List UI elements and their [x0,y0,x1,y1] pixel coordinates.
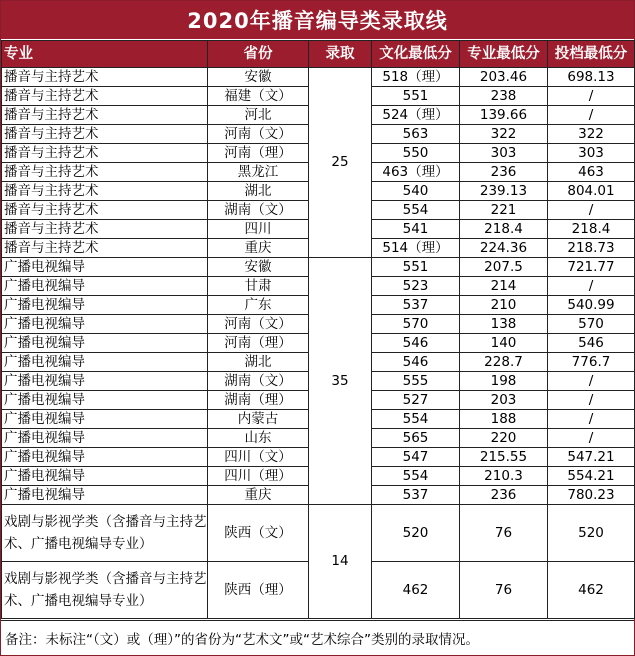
cell-province: 河南（文） [208,125,309,144]
cell-province: 陕西（理） [208,562,309,619]
cell-cast-min: / [548,372,635,391]
cell-culture-min: 520 [372,505,460,562]
cell-province: 四川（文） [208,448,309,467]
cell-cast-min: 721.77 [548,258,635,277]
cell-culture-min: 555 [372,372,460,391]
cell-prof-min: 215.55 [460,448,548,467]
header-province: 省份 [208,41,309,68]
table-row [2,505,635,562]
cell-major: 广播电视编导 [2,391,208,410]
cell-prof-min: 322 [460,125,548,144]
cell-major: 广播电视编导 [2,410,208,429]
cell-province: 福建（文） [208,87,309,106]
cell-major: 播音与主持艺术 [2,125,208,144]
cell-province: 湖南（理） [208,391,309,410]
cell-culture-min: 462 [372,562,460,619]
cell-major: 戏剧与影视学类（含播音与主持艺术、广播电视编导专业） [2,562,208,619]
cell-cast-min: 218.73 [548,239,635,258]
cell-culture-min: 551 [372,87,460,106]
cell-prof-min: 238 [460,87,548,106]
cell-province: 四川 [208,220,309,239]
cell-enroll: 25 [309,68,372,258]
cell-major: 播音与主持艺术 [2,68,208,87]
cell-prof-min: 188 [460,410,548,429]
cell-cast-min: 804.01 [548,182,635,201]
cell-prof-min: 236 [460,486,548,505]
table-body [2,68,635,619]
cell-cast-min: 698.13 [548,68,635,87]
cell-culture-min: 537 [372,296,460,315]
cell-province: 重庆 [208,239,309,258]
cell-cast-min: / [548,106,635,125]
cell-province: 河南（理） [208,144,309,163]
cell-province: 湖南（文） [208,201,309,220]
cell-cast-min: / [548,429,635,448]
cell-culture-min: 463（理） [372,163,460,182]
cell-prof-min: 228.7 [460,353,548,372]
cell-cast-min: 570 [548,315,635,334]
cell-prof-min: 139.66 [460,106,548,125]
cell-culture-min: 541 [372,220,460,239]
cell-culture-min: 524（理） [372,106,460,125]
header-enroll: 录取 [309,41,372,68]
cell-prof-min: 214 [460,277,548,296]
cell-province: 安徽 [208,68,309,87]
cell-prof-min: 203.46 [460,68,548,87]
cell-culture-min: 550 [372,144,460,163]
cell-major: 广播电视编导 [2,334,208,353]
cell-culture-min: 554 [372,467,460,486]
cell-prof-min: 198 [460,372,548,391]
cell-major: 播音与主持艺术 [2,239,208,258]
cell-province: 四川（理） [208,467,309,486]
cell-prof-min: 76 [460,505,548,562]
cell-major: 播音与主持艺术 [2,87,208,106]
cell-culture-min: 546 [372,353,460,372]
cell-cast-min: 780.23 [548,486,635,505]
cell-cast-min: 540.99 [548,296,635,315]
cell-province: 河南（理） [208,334,309,353]
cell-province: 湖北 [208,353,309,372]
cell-prof-min: 221 [460,201,548,220]
cell-prof-min: 76 [460,562,548,619]
table-row [2,258,635,277]
cell-prof-min: 303 [460,144,548,163]
cell-major: 广播电视编导 [2,448,208,467]
cell-province: 山东 [208,429,309,448]
cell-culture-min: 563 [372,125,460,144]
cell-major: 广播电视编导 [2,486,208,505]
cell-prof-min: 138 [460,315,548,334]
cell-province: 陕西（文） [208,505,309,562]
cell-culture-min: 523 [372,277,460,296]
cell-prof-min: 203 [460,391,548,410]
cell-culture-min: 540 [372,182,460,201]
cell-culture-min: 546 [372,334,460,353]
cell-culture-min: 570 [372,315,460,334]
footnote: 备注：未标注“（文）或（理）”的省份为“艺术文”或“艺术综合”类别的录取情况。 [1,620,634,655]
cell-culture-min: 554 [372,201,460,220]
cell-major: 播音与主持艺术 [2,106,208,125]
cell-culture-min: 527 [372,391,460,410]
cell-major: 播音与主持艺术 [2,201,208,220]
cell-cast-min: 547.21 [548,448,635,467]
cell-cast-min: / [548,410,635,429]
cell-enroll: 14 [309,505,372,619]
header-culture-min: 文化最低分 [372,41,460,68]
cell-enroll: 35 [309,258,372,505]
cell-culture-min: 537 [372,486,460,505]
cell-culture-min: 547 [372,448,460,467]
cell-major: 广播电视编导 [2,467,208,486]
cell-cast-min: 520 [548,505,635,562]
cell-cast-min: 546 [548,334,635,353]
page-title: 2020年播音编导类录取线 [1,1,634,40]
cell-major: 广播电视编导 [2,353,208,372]
cell-prof-min: 207.5 [460,258,548,277]
cell-prof-min: 210.3 [460,467,548,486]
header-prof-min: 专业最低分 [460,41,548,68]
cell-province: 重庆 [208,486,309,505]
cell-cast-min: 303 [548,144,635,163]
cell-prof-min: 236 [460,163,548,182]
cell-prof-min: 218.4 [460,220,548,239]
table-row [2,68,635,87]
cell-major: 广播电视编导 [2,296,208,315]
cell-major: 播音与主持艺术 [2,163,208,182]
cell-prof-min: 140 [460,334,548,353]
cell-prof-min: 224.36 [460,239,548,258]
cell-cast-min: 322 [548,125,635,144]
cell-prof-min: 220 [460,429,548,448]
cell-cast-min: / [548,277,635,296]
cell-province: 安徽 [208,258,309,277]
cell-province: 河北 [208,106,309,125]
cell-major: 广播电视编导 [2,315,208,334]
cell-major: 广播电视编导 [2,372,208,391]
cell-major: 广播电视编导 [2,277,208,296]
cell-culture-min: 514（理） [372,239,460,258]
cell-cast-min: 554.21 [548,467,635,486]
admission-table [1,40,635,619]
cell-culture-min: 518（理） [372,68,460,87]
cell-cast-min: 218.4 [548,220,635,239]
header-major: 专业 [2,41,208,68]
cell-cast-min: 462 [548,562,635,619]
cell-province: 黑龙江 [208,163,309,182]
cell-prof-min: 239.13 [460,182,548,201]
cell-prof-min: 210 [460,296,548,315]
cell-major: 广播电视编导 [2,429,208,448]
cell-culture-min: 554 [372,410,460,429]
cell-major: 播音与主持艺术 [2,182,208,201]
cell-cast-min: / [548,201,635,220]
cell-major: 播音与主持艺术 [2,144,208,163]
cell-province: 湖南（文） [208,372,309,391]
cell-province: 内蒙古 [208,410,309,429]
cell-culture-min: 565 [372,429,460,448]
header-row [2,41,635,68]
cell-cast-min: 463 [548,163,635,182]
header-cast-min: 投档最低分 [548,41,635,68]
cell-cast-min: / [548,87,635,106]
cell-cast-min: 776.7 [548,353,635,372]
cell-major: 广播电视编导 [2,258,208,277]
cell-province: 湖北 [208,182,309,201]
cell-cast-min: / [548,391,635,410]
cell-province: 甘肃 [208,277,309,296]
cell-major: 播音与主持艺术 [2,220,208,239]
cell-province: 河南（文） [208,315,309,334]
cell-province: 广东 [208,296,309,315]
cell-culture-min: 551 [372,258,460,277]
cell-major: 戏剧与影视学类（含播音与主持艺术、广播电视编导专业） [2,505,208,562]
